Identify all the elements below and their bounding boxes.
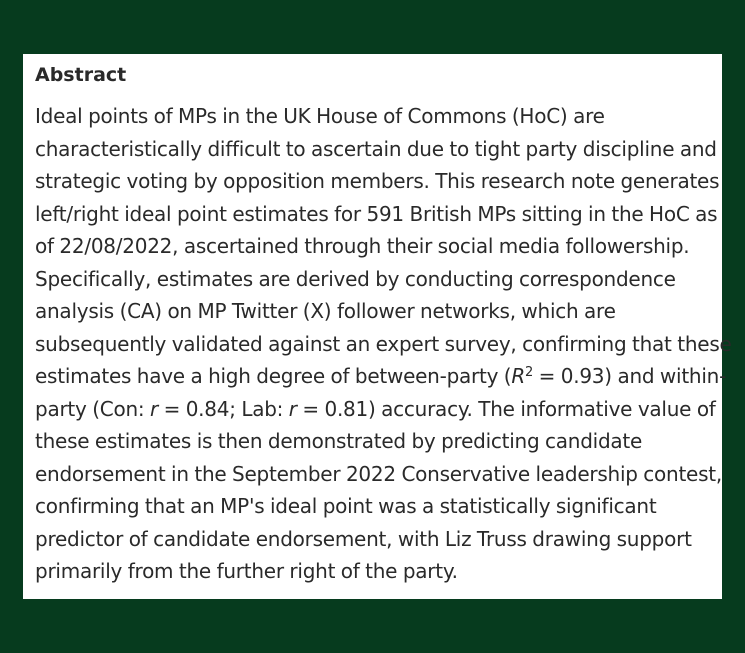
text-fragment: party (Con: [35, 396, 150, 421]
abstract-line: subsequently validated against an expert survey, confirming that these [35, 331, 732, 356]
abstract-line: confirming that an MP's ideal point was a statistically significant [35, 494, 657, 518]
abstract-line: Ideal points of MPs in the UK House of Commons (HoC) are [35, 104, 605, 128]
abstract-body [35, 100, 732, 588]
abstract-line: analysis (CA) on MP Twitter (X) follower networks, which are [35, 299, 616, 323]
abstract-line: left/right ideal point estimates for 591 British MPs sitting in the HoC as [35, 201, 718, 226]
text-fragment: estimates have a high degree of between-party ( [35, 364, 512, 388]
abstract-line [35, 360, 727, 393]
text-fragment: = 0.81) accuracy. The informative value of [296, 396, 716, 421]
abstract-line [35, 393, 716, 426]
abstract-line: strategic voting by opposition members. This research note generates [35, 169, 720, 193]
abstract-card [23, 54, 732, 599]
abstract-line: primarily from the further right of the party. [35, 559, 458, 583]
r-squared-symbol: R [511, 364, 525, 388]
r-symbol: r [149, 396, 158, 421]
abstract-line: of 22/08/2022, ascertained through their social media followership. [35, 234, 690, 258]
superscript-two: 2 [525, 365, 534, 380]
r-symbol: r [288, 396, 297, 421]
abstract-line: these estimates is then demonstrated by predicting candidate [35, 429, 643, 453]
text-fragment: = 0.93) and within- [533, 364, 727, 388]
text-fragment: = 0.84; Lab: [157, 396, 289, 421]
abstract-line: endorsement in the September 2022 Conservative leadership contest, [35, 461, 722, 486]
abstract-line: Specifically, estimates are derived by conducting correspondence [35, 266, 676, 291]
abstract-line: predictor of candidate endorsement, with Liz Truss drawing support [35, 526, 692, 551]
abstract-line: characteristically difficult to ascertain due to tight party discipline and [35, 136, 717, 161]
abstract-heading: Abstract [35, 64, 127, 86]
